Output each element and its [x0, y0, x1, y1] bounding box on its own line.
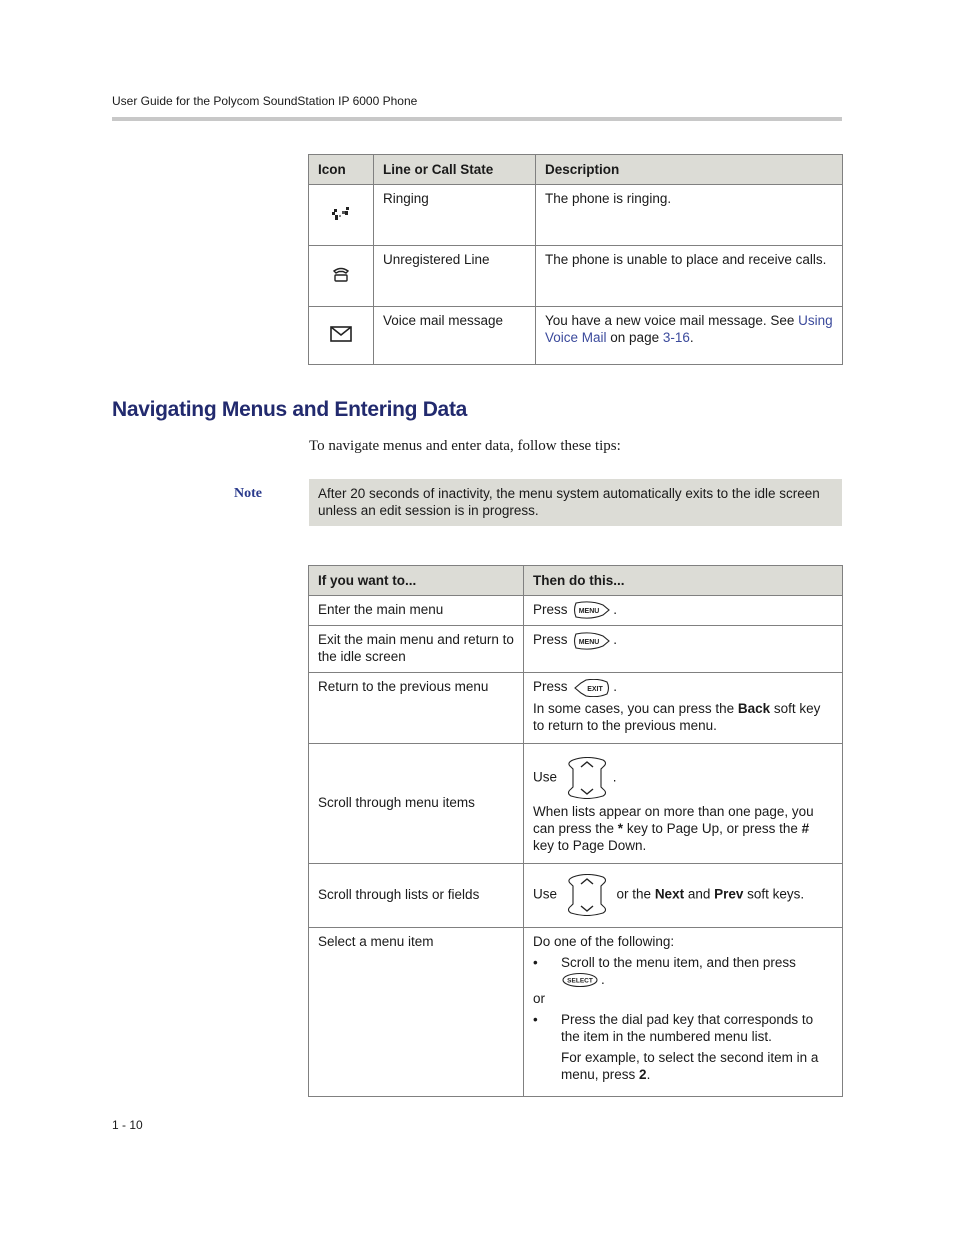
description-cell: The phone is ringing. — [536, 185, 843, 246]
action-text: Press the dial pad key that corresponds to the item in the numbered menu list. — [561, 1012, 814, 1045]
prev-key-name: Prev — [714, 886, 744, 902]
table-row — [309, 185, 843, 246]
table-row — [309, 246, 843, 307]
action-text: . — [613, 602, 618, 617]
bullet-marker: • — [533, 954, 538, 970]
exit-key-label: EXIT — [587, 685, 604, 693]
action-line — [533, 757, 833, 799]
description-text: You have a new voice mail message. See — [545, 313, 799, 328]
action-text: Scroll to the menu item, and then press — [561, 954, 796, 970]
section-heading: Navigating Menus and Entering Data — [112, 398, 468, 421]
page-number: 1 - 10 — [112, 1118, 143, 1132]
column-header: If you want to... — [309, 566, 524, 596]
table-row — [309, 596, 843, 626]
action-text: Use — [533, 769, 558, 785]
want-cell: Enter the main menu — [309, 596, 524, 626]
icon-cell — [309, 185, 374, 246]
table-row — [309, 673, 843, 743]
bullet-marker: • — [533, 1012, 538, 1028]
description-text: . — [689, 330, 694, 345]
column-header: Icon — [309, 155, 374, 185]
select-key-label: SELECT — [567, 977, 593, 985]
action-text: or the — [612, 886, 655, 902]
action-line — [533, 700, 833, 734]
running-header: User Guide for the Polycom SoundStation IP 6000 Phone — [112, 94, 418, 108]
scroll-up-down-key-icon — [563, 757, 611, 799]
state-cell: Ringing — [374, 185, 536, 246]
note-label: Note — [234, 486, 262, 501]
navigation-tips-table — [308, 565, 843, 1097]
note-box: After 20 seconds of inactivity, the menu system automatically exits to the idle screen unless an edit session is in progress. — [309, 479, 842, 526]
action-cell — [524, 626, 843, 673]
action-text: key to Page Up, or press the — [623, 820, 802, 836]
header-rule — [112, 117, 842, 121]
hash-key: # — [801, 820, 810, 836]
want-cell: Exit the main menu and return to the idle screen — [309, 626, 524, 673]
unregistered-line-icon — [332, 265, 350, 283]
action-text: . — [601, 971, 605, 987]
action-text: key to Page Down. — [533, 837, 647, 853]
action-cell — [524, 927, 843, 1096]
action-text: Press — [533, 632, 568, 648]
menu-key-label: MENU — [578, 608, 600, 616]
menu-key-icon — [573, 601, 611, 619]
want-cell: Scroll through lists or fields — [309, 863, 524, 927]
want-cell: Return to the previous menu — [309, 673, 524, 743]
next-key-name: Next — [654, 886, 685, 902]
table-header-row — [309, 566, 843, 596]
column-header: Description — [536, 155, 843, 185]
action-cell — [524, 743, 843, 863]
action-text: . — [612, 769, 617, 785]
back-key-name: Back — [737, 700, 771, 716]
state-cell: Voice mail message — [374, 307, 536, 365]
action-text: Use — [533, 886, 558, 902]
action-text: soft keys. — [743, 886, 805, 902]
column-header: Then do this... — [524, 566, 843, 596]
action-text: and — [684, 886, 715, 902]
exit-key-icon — [573, 679, 611, 697]
table-row — [309, 626, 843, 673]
icon-cell — [309, 246, 374, 307]
table-row — [309, 927, 843, 1096]
ringing-icon — [330, 203, 352, 223]
icon-cell — [309, 307, 374, 365]
want-cell: Select a menu item — [309, 927, 524, 1096]
table-row — [309, 307, 843, 365]
column-header: Line or Call State — [374, 155, 536, 185]
action-cell — [524, 596, 843, 626]
action-text: Press — [533, 679, 568, 695]
select-key-icon — [561, 972, 599, 988]
action-text: . — [613, 679, 618, 695]
table-header-row — [309, 155, 843, 185]
action-text: When lists appear on more than one page, you can press the — [533, 803, 814, 836]
description-cell — [536, 307, 843, 365]
description-text: on page — [606, 330, 663, 345]
menu-key-label: MENU — [578, 638, 600, 646]
star-key: * — [617, 820, 624, 836]
bullet-item — [533, 1011, 833, 1045]
table-row — [309, 743, 843, 863]
action-line — [533, 803, 833, 854]
action-cell — [524, 673, 843, 743]
digit-key: 2 — [639, 1067, 647, 1083]
description-cell: The phone is unable to place and receive calls. — [536, 246, 843, 307]
bullet-item — [533, 954, 833, 988]
scroll-up-down-key-icon — [563, 874, 611, 916]
action-text: In some cases, you can press the — [533, 700, 738, 716]
example-text — [533, 1049, 833, 1083]
action-line: Do one of the following: — [533, 933, 675, 949]
action-line: or — [533, 991, 546, 1007]
state-cell: Unregistered Line — [374, 246, 536, 307]
want-cell: Scroll through menu items — [309, 743, 524, 863]
table-row — [309, 863, 843, 927]
action-text: For example, to select the second item in a menu, press — [561, 1050, 819, 1083]
action-line — [533, 678, 833, 696]
icon-state-table — [308, 154, 843, 365]
intro-text: To navigate menus and enter data, follow these tips: — [309, 438, 621, 454]
action-text: soft key to return to the previous menu. — [533, 700, 821, 733]
action-cell — [524, 863, 843, 927]
voice-mail-icon — [330, 326, 352, 342]
action-text: . — [646, 1067, 651, 1083]
using-voice-mail-link[interactable]: Using Voice Mail — [545, 313, 833, 345]
action-text: Press — [533, 602, 568, 617]
page-link[interactable]: 3-16 — [662, 330, 690, 345]
menu-key-icon — [573, 632, 611, 650]
action-text: . — [613, 632, 618, 648]
